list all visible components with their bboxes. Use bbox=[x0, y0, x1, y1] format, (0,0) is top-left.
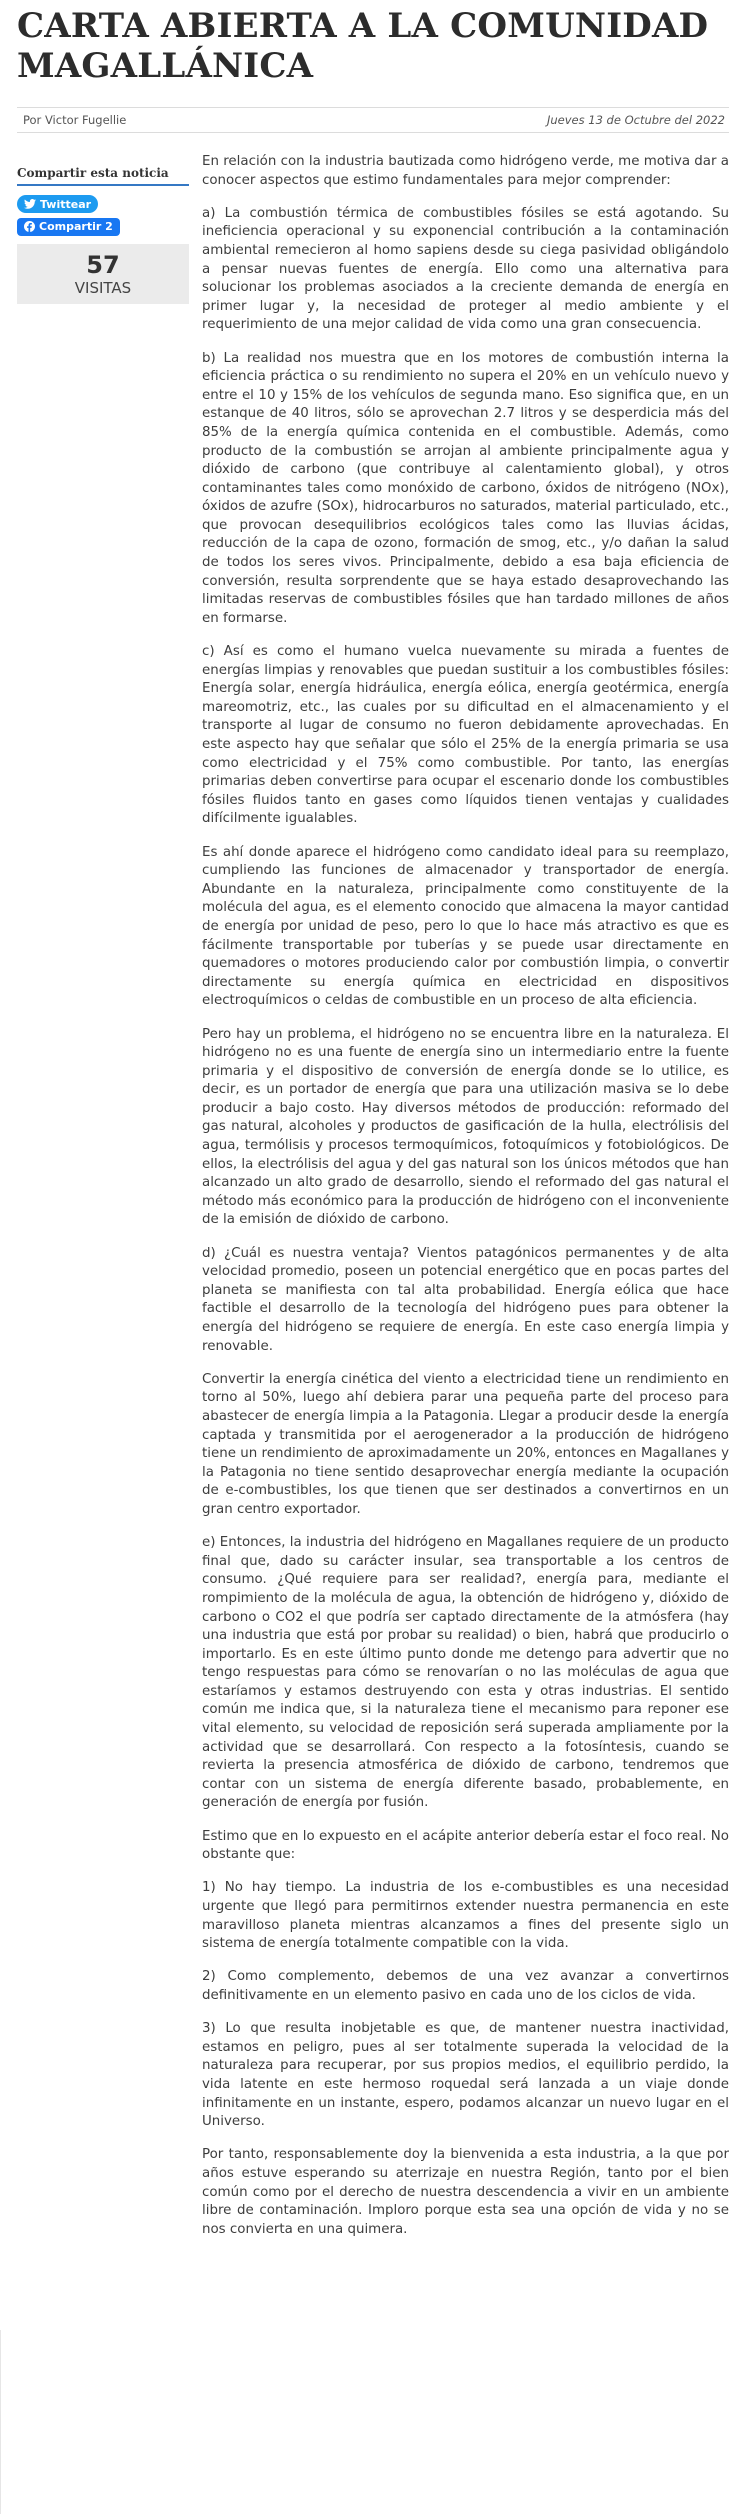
article-paragraph: 3) Lo que resulta inobjetable es que, de mantener nuestra inactividad, estamos en peligro, pues al ser totalmente superada la velocidad de la naturaleza para recuperar, por sus propios medios, el equilibrio perdido, la vida latente en este hermoso roquedal será lanzada a un viaje donde infinitamente en un instante, espero, podamos alcanzar un nuevo lugar en el Universo. bbox=[202, 2021, 729, 2130]
share-sidebar bbox=[17, 166, 189, 304]
article-title: CARTA ABIERTA A LA COMUNIDAD MAGALLÁNICA bbox=[17, 6, 709, 86]
visits-label: VISITAS bbox=[74, 278, 132, 297]
visits-counter bbox=[17, 244, 189, 304]
visits-count: 57 bbox=[86, 250, 120, 279]
article-paragraph: 2) Como complemento, debemos de una vez avanzar a convertirnos definitivamente en un elemento pasivo en cada uno de los ciclos de vida. bbox=[202, 1969, 729, 2003]
article-meta-bar bbox=[17, 107, 729, 133]
left-edge-rule bbox=[0, 2330, 1, 2514]
facebook-f-icon bbox=[24, 221, 35, 232]
tweet-button[interactable] bbox=[17, 195, 98, 213]
article-paragraph: Convertir la energía cinética del viento a electricidad tiene un rendimiento en torno al 50%, luego ahí debiera parar una pequeña parte del proceso para abastecer de energía limpia a la Patagonia. Llegar a producir desde la energía captada y transmitida por el aerogenerador a la producción de hidrógeno tiene un rendimiento de aproximadamente un 20%, entonces en Magallanes y la Patagonia no tiene sentido desaprovechar energía mediante la ocupación de e-combustibles, los que tienen que ser destinados a convertirnos en un gran centro exportador. bbox=[202, 1371, 729, 1517]
share-title: Compartir esta noticia bbox=[17, 166, 189, 186]
article-paragraph: e) Entonces, la industria del hidrógeno en Magallanes requiere de un producto final que, dado su carácter insular, sea transportable a los centros de consumo. ¿Qué requiere para ser realidad?, energía para, mediante el rompimiento de la molécula de agua, la obtención de hidrógeno y, dióxido de carbono o CO2 el que podría ser captado directamente de la atmósfera (hay una industria que está por probar su realidad) o bien, habrá que producirlo o importarlo. Es en este último punto donde me detengo para advertir que no tengo respuestas para cómo se renovarían o no las moléculas de agua que estaríamos y estamos destruyendo con esta y otras industrias. El sentido común me indica que, si la naturaleza tiene el mecanismo para reponer ese vital elemento, su velocidad de reposición será superada ampliamente por la actividad que se desarrollará. Con respecto a la fotosíntesis, cuando se revierta la presencia atmosférica de dióxido de carbono, tendremos que contar con un sistema de energía diferente basado, probablemente, en generación de energía por fusión. bbox=[202, 1535, 729, 1811]
article-body bbox=[202, 153, 729, 2254]
article-author[interactable]: Por Victor Fugellie bbox=[23, 113, 127, 127]
article-paragraph: 1) No hay tiempo. La industria de los e-combustibles es una necesidad urgente que llegó para permitirnos extender nuestra permanencia en este maravilloso planeta mientras alcanzamos a fines del presente siglo un sistema de energía totalmente compatible con la vida. bbox=[202, 1880, 729, 1952]
article-paragraph: c) Así es como el humano vuelca nuevamente su mirada a fuentes de energías limpias y renovables que puedan sustituir a los combustibles fósiles: Energía solar, energía hidráulica, energía eólica, energía geotérmica, energía mareomotriz, etc., las cuales por su dificultad en el almacenamiento y el transporte al lugar de consumo no fueron debidamente aprovechadas. En este aspecto hay que señalar que sólo el 25% de la energía primaria se usa como electricidad y el 75% como combustible. Por tanto, las energías primarias deben convertirse para ocupar el escenario donde los combustibles fósiles fluidos tanto en gases como líquidos tienen ventajas y cualidades difícilmente igualables. bbox=[202, 644, 729, 827]
article-paragraph: d) ¿Cuál es nuestra ventaja? Vientos patagónicos permanentes y de alta velocidad promedio, poseen un potencial energético que en pocas partes del planeta se manifiesta con tal alta probabilidad. Energía eólica que hace factible el desarrollo de la tecnología del hidrógeno pues para obtener la energía del hidrógeno se requiere de energía. En este caso energía limpia y renovable. bbox=[202, 1245, 729, 1354]
tweet-button-label: Twittear bbox=[40, 197, 92, 211]
article-date: Jueves 13 de Octubre del 2022 bbox=[546, 113, 725, 127]
article-paragraph: Por tanto, responsablemente doy la bienvenida a esta industria, a la que por años estuve esperando su aterrizaje en nuestra Región, tanto por el bien común como por el derecho de nuestra descendencia a vivir en un ambiente libre de contaminación. Imploro porque esta sea una opción de vida y no se nos convierta en una quimera. bbox=[202, 2147, 729, 2237]
twitter-bird-icon bbox=[24, 199, 36, 209]
article-paragraph: Pero hay un problema, el hidrógeno no se encuentra libre en la naturaleza. El hidrógeno no es una fuente de energía sino un intermediario entre la fuente primaria y el dispositivo de conversión de energía donde se lo utilice, es decir, es un portador de energía que para una utilización masiva se lo debe producir a bajo costo. Hay diversos métodos de producción: reformado del gas natural, alcoholes y productos de gasificación de la hulla, electrólisis del agua, termólisis y procesos termoquímicos, fotoquímicos y fotobiológicos. De ellos, la electrólisis del agua y del gas natural son los únicos métodos que han alcanzado un alto grado de desarrollo, siendo el reformado del gas natural el método más económico para la producción de hidrógeno con el inconveniente de la emisión de dióxido de carbono. bbox=[202, 1026, 729, 1228]
article-paragraph: Estimo que en lo expuesto en el acápite anterior debería estar el foco real. No obstante que: bbox=[202, 1828, 729, 1863]
facebook-share-label: Compartir 2 bbox=[39, 220, 113, 233]
article-paragraph: b) La realidad nos muestra que en los motores de combustión interna la eficiencia práctica o su rendimiento no supera el 20% en un vehículo nuevo y entre el 10 y 15% de los vehículos de segunda mano. Eso significa que, en un estanque de 40 litros, sólo se aprovechan 2.7 litros y se desperdicia más del 85% de la energía química contenida en el combustible. Además, como producto de la combustión se arrojan al ambiente principalmente agua y dióxido de carbono (que contribuye al calentamiento global), y otros contaminantes tales como monóxido de carbono, óxidos de nitrógeno (NOx), óxidos de azufre (SOx), hidrocarburos no saturados, material particulado, etc., que provocan desequilibrios ecológicos tales como las lluvias ácidas, reducción de la capa de ozono, formación de smog, etc., y/o dañan la salud de todos los seres vivos. Principalmente, debido a esa baja eficiencia de conversión, resulta sorprendente que se haya estado desaprovechando las limitadas reservas de combustibles fósiles que han tardado millones de años en formarse. bbox=[202, 350, 729, 626]
article-paragraph: a) La combustión térmica de combustibles fósiles se está agotando. Su ineficiencia operacional y su exponencial contribución a la contaminación ambiental remecieron al homo sapiens desde su ciega pasividad obligándolo a pensar nuevas fuentes de energía. Ello como una alternativa para solucionar los problemas asociados a la creciente demanda de energía en primer lugar y, la necesidad de proteger al medio ambiente y el requerimiento de una mejor calidad de vida como una gran consecuencia. bbox=[202, 205, 729, 333]
facebook-share-button[interactable] bbox=[17, 218, 120, 236]
article-paragraph: Es ahí donde aparece el hidrógeno como candidato ideal para su reemplazo, cumpliendo las funciones de almacenador y transportador de energía. Abundante en la naturaleza, principalmente como constituyente de la molécula del agua, es el elemento conocido que almacena la mayor cantidad de energía por unidad de peso, pero lo que lo hace más atractivo es que es fácilmente transportable por tuberías y se puede usar directamente en quemadores o motores produciendo calor por combustión limpia, o convertir directamente su energía química en electricidad en dispositivos electroquímicos o celdas de combustible en un proceso de alta eficiencia. bbox=[202, 844, 729, 1009]
article-paragraph: En relación con la industria bautizada como hidrógeno verde, me motiva dar a conocer aspectos que estimo fundamentales para mejor comprender: bbox=[202, 154, 729, 188]
